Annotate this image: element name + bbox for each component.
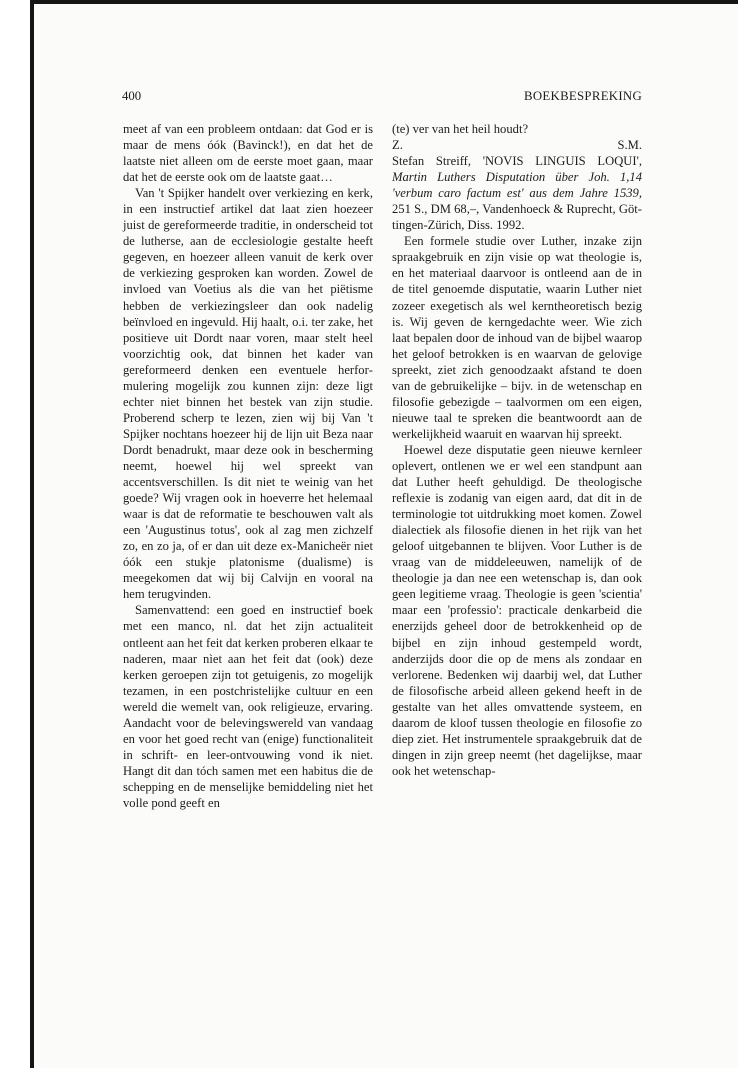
left-paragraph-3: Samenvattend: een goed en instructief boek met een manco, nl. dat het zijn actualiteit ontleent aan het feit dat kerken proberen elkaar te naderen, maar nìet aan het feit dat (ook) deze kerken geroepen zijn tot getuigenis, zo mogelijk tezamen, in een postchristelijke cultuur en een wereld die wemelt van, ook religieuze, ervaring. Aandacht voor de belevingswereld van vandaag en voor het goed recht van (enige) functionaliteit in schrift- en leer-ontvouwing vond ik niet. Hangt dit dan tóch samen met een habitus die de schepping en de menselijke bemiddeling niet het volle pond geeft en (123, 603, 373, 810)
right-paragraph-2: Hoewel deze disputatie geen nieuwe kernleer oplevert, ontlenen we er wel een standpunt aan dat Luther heeft gehuldigd. De theologische reflexie is zodanig van eigen aard, dat dit in de terminologie tot uitdrukking moet komen. Zowel dialectiek als filosofie dienen in het rijk van het geloof uitgebannen te blijven. Voor Luther is de vraag van de middeleeuwen, namelijk of de theologie ja dan nee een wetenschap is, dan ook geen legitieme vraag. Theologie is geen 'scientia' maar een 'professio': practicale denkarbeid die enerzijds geheel door de betrokkenheid op de bijbel en zijn inhoud gestempeld wordt, anderzijds door die op de mens als zondaar en verlorene. Bedenken wij daarbij wel, dat Luther de filosofische arbeid alleen gekend heeft in de gestalte van het alles omvattende systeem, en daarom de kloof tussen theologie en filosofie zo diep ziet. Het instrumentele spraakgebruik dat de dingen in zijn greep neemt (het dagelijkse, maar ook het wetenschap- (392, 442, 642, 778)
review-details: 251 S., DM 68,–, Vandenhoeck & Ruprecht, Göttingen-Zürich, Diss. 1992. (392, 202, 642, 233)
left-paragraph-1: meet af van een probleem ontdaan: dat God er is maar de mens óók (Bavinck!), en dat het de laatste niet alleen om de eerste moet gaan, maar dat het de eerste ook om de laatste gaat… (123, 122, 373, 185)
review-signature (392, 137, 642, 153)
left-paragraph-2: Van 't Spijker handelt over verkiezing en kerk, in een instructief artikel dat laat zien hoezeer juist de gereformeerde traditie, in onderscheid tot de lutherse, aan de ecclesiologie gestalte heeft gegeven, en hoezeer alleen vanuit de kerk over de verkiezing gesproken kan worden. Zowel de invloed van Voetius als die van het piëtisme hebben de verkiezingsleer dan ook nadelig beïnvloed en ingevuld. Hij haalt, o.i. ter zake, het positieve uit Dordt naar voren, maar stelt heel voorzichtig ook, dat binnen het kader van gereformeerd denken een eventuele herformulering mogelijk zou kunnen zijn: deze ligt echter niet binnen het bestek van zijn studie. Proberend scherp te lezen, zien wij bij Van 't Spijker nochtans hoezeer hij de lijn uit Beza naar Dordt benadrukt, maar deze ook in bescherming neemt, hoewel hij wel spreekt van accentsverschillen. Is dit niet te weinig van het goede? Wij vragen ook in hoeverre het helemaal waar is dat de reformatie te beschouwen valt als een 'Augustinus totus', ook al zag men zichzelf zo, en zo ja, of er dan uit deze ex-Manicheër niet óók een stukje platonisme (dualisme) is meegekomen dat wij bij Calvijn en vooral na hem terugvinden. (123, 186, 373, 602)
left-column (123, 121, 373, 811)
signature-place: Z. (392, 138, 403, 153)
page-number: 400 (122, 89, 142, 103)
review-author: Stefan Streiff, 'NOVIS LINGUIS LOQUI', (392, 154, 642, 169)
review-title: Martin Luthers Disputation über Joh. 1,14 'verbum caro factum est' aus dem Jahre 1539, (392, 170, 642, 201)
signature-initials: S.M. (617, 138, 642, 153)
right-continuation: (te) ver van het heil houdt? (392, 122, 529, 136)
right-column (392, 121, 642, 779)
right-paragraph-1: Een formele studie over Luther, inzake zijn spraakgebruik en zijn visie op wat theologie is, en het materiaal daarvoor is ontleend aan de in de titel genoemde disputatie, waarin Luther niet zozeer exegetisch als wel kerntheoretisch bezig is. Wij geven de kerngedachte weer. Wie zich laat bepalen door de inhoud van de bijbel waarop het geloof betrokken is en waarvan de gelovige spreekt, ziet zich genoodzaakt afstand te doen van de gebruikelijke – bijv. in de wetenschap en filosofie gebezigde – taalvormen om een eigen, nieuwe taal te spreken die beantwoordt aan de werkelijkheid waaruit en waarvan hij spreekt. (392, 234, 642, 441)
running-head: BOEKBESPREKING (524, 89, 642, 103)
page-header (122, 88, 642, 104)
review-bibliographic-entry (392, 153, 642, 233)
